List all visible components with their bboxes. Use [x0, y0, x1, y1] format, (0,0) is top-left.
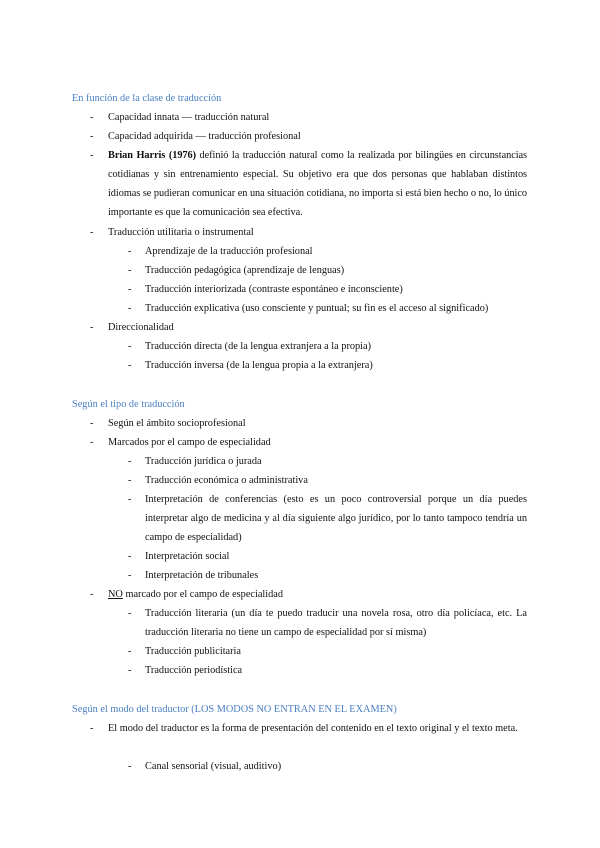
- bullet-dash: -: [128, 265, 132, 276]
- bullet-dash: -: [128, 608, 132, 619]
- bullet-dash: -: [128, 360, 132, 371]
- sub-list-item-text: Traducción inversa (de la lengua propia a la extranjera): [145, 360, 373, 371]
- harris-text: definió la traducción natural como la realizada por bilingües en circunstancias cotidianas y sin entrenamiento especial. Su objetivo era que dos personas que hablaban distintos idiomas se pudieran comunicar en una situación cotidiana, no importa si está bien hecho o no, lo único importante es que la comunicación sea efectiva.: [108, 150, 528, 218]
- bullet-dash: -: [128, 284, 132, 295]
- sub-list-item-text: Interpretación social: [145, 551, 230, 562]
- no-marcado-rest: marcado por el campo de especialidad: [122, 589, 283, 600]
- underlined-no: NO: [108, 589, 123, 600]
- sub-list-item-text: Traducción interiorizada (contraste espontáneo e inconsciente): [145, 284, 403, 295]
- list-item-text: [108, 585, 283, 604]
- bullet-dash: -: [90, 723, 94, 734]
- sub-list-item-text: Interpretación de tribunales: [145, 570, 259, 581]
- sub-list-item-text: Traducción explicativa (uso consciente y puntual; su fin es el acceso al significado): [145, 303, 489, 314]
- bullet-dash: -: [128, 494, 132, 505]
- bullet-dash: -: [90, 437, 94, 448]
- sub-list-item-text: Traducción periodística: [145, 665, 243, 676]
- sub-list-item-text: Traducción directa (de la lengua extranjera a la propia): [145, 341, 372, 352]
- section-heading-tipo: Según el tipo de traducción: [72, 399, 185, 410]
- list-item-text: Traducción utilitaria o instrumental: [108, 227, 254, 238]
- bullet-dash: -: [128, 246, 132, 257]
- harris-paragraph: [108, 146, 527, 222]
- bullet-dash: -: [128, 761, 132, 772]
- bullet-dash: -: [128, 646, 132, 657]
- sub-list-item-text: Canal sensorial (visual, auditivo): [145, 761, 282, 772]
- sub-list-item-text: Traducción jurídica o jurada: [145, 456, 262, 467]
- list-item-text: Según el ámbito socioprofesional: [108, 418, 246, 429]
- sub-list-item-text: Traducción pedagógica (aprendizaje de lenguas): [145, 265, 345, 276]
- list-item-text: Direccionalidad: [108, 322, 174, 333]
- bullet-dash: -: [90, 112, 94, 123]
- bullet-dash: -: [128, 475, 132, 486]
- bullet-dash: -: [128, 341, 132, 352]
- section-heading-modo: Según el modo del traductor (LOS MODOS NO ENTRAN EN EL EXAMEN): [72, 704, 397, 715]
- modo-paragraph: El modo del traductor es la forma de presentación del contenido en el texto original y el texto meta.: [108, 723, 518, 734]
- sub-list-item-text: Traducción económica o administrativa: [145, 475, 308, 486]
- list-item-text: Capacidad innata — traducción natural: [108, 112, 270, 123]
- harris-citation: Brian Harris (1976): [108, 150, 197, 161]
- sub-list-item-text: Traducción publicitaria: [145, 646, 241, 657]
- bullet-dash: -: [90, 322, 94, 333]
- conferencias-paragraph: Interpretación de conferencias (esto es un poco controversial porque un día puedes interpretar algo de medicina y al día siguiente algo jurídico, por lo tanto tampoco tendría un campo de especialidad): [145, 494, 527, 543]
- section-heading-clase: En función de la clase de traducción: [72, 93, 222, 104]
- list-item-text: Capacidad adquirida — traducción profesional: [108, 131, 301, 142]
- bullet-dash: -: [90, 131, 94, 142]
- bullet-dash: -: [128, 665, 132, 676]
- bullet-dash: -: [128, 303, 132, 314]
- bullet-dash: -: [90, 589, 94, 600]
- bullet-dash: -: [128, 456, 132, 467]
- sub-list-item-text: Aprendizaje de la traducción profesional: [145, 246, 313, 257]
- bullet-dash: -: [128, 570, 132, 581]
- bullet-dash: -: [90, 227, 94, 238]
- list-item-text: Marcados por el campo de especialidad: [108, 437, 271, 448]
- bullet-dash: -: [128, 551, 132, 562]
- literaria-paragraph: Traducción literaria (un día te puedo traducir una novela rosa, otro día policíaca, etc. La traducción literaria no tiene un campo de especialidad por sí misma): [145, 608, 527, 638]
- bullet-dash: -: [90, 418, 94, 429]
- bullet-dash: -: [90, 150, 94, 161]
